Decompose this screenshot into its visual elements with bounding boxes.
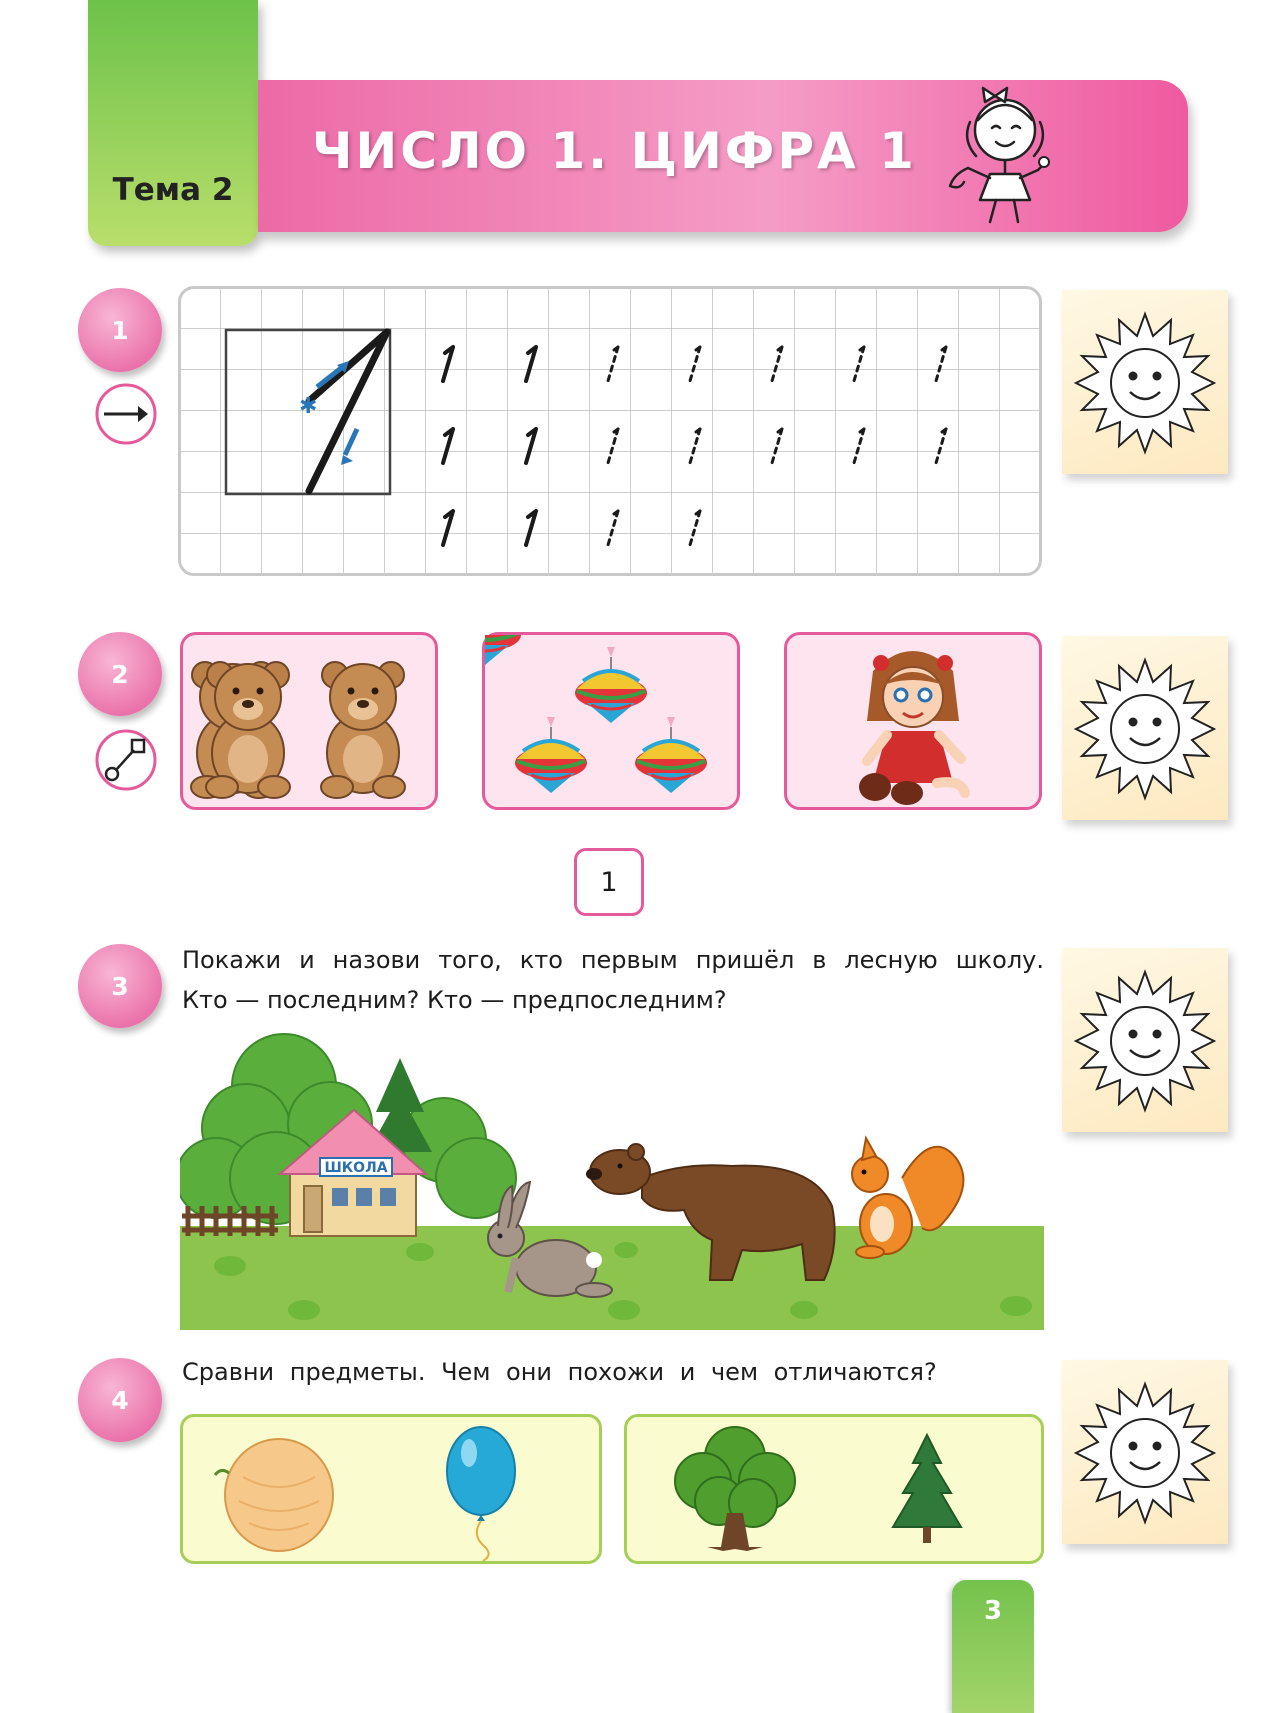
title-banner (258, 80, 1188, 232)
doll-illustration (787, 635, 1039, 807)
card-doll[interactable] (784, 632, 1042, 810)
card-spinning-tops[interactable] (482, 632, 740, 810)
task-number-2: 2 (78, 632, 162, 716)
teddy-bears-illustration (183, 635, 435, 807)
school-sign: ШКОЛА (324, 1160, 388, 1176)
spinning-tops-illustration (485, 635, 737, 807)
topic-tab (88, 0, 258, 246)
self-check-sun-3[interactable] (1062, 948, 1228, 1132)
task-number-1: 1 (78, 288, 162, 372)
svg-text:✱: ✱ (299, 394, 318, 419)
self-check-sun-2[interactable] (1062, 636, 1228, 820)
digit-practice-grid (181, 289, 1042, 576)
card-melon-balloon[interactable] (180, 1414, 602, 1564)
task-number-4: 4 (78, 1358, 162, 1442)
answer-box[interactable]: 1 (574, 848, 644, 916)
forest-school-illustration (180, 1028, 1044, 1330)
arrow-right-icon (94, 382, 158, 446)
card-trees[interactable] (624, 1414, 1044, 1564)
girl-illustration (940, 82, 1070, 232)
sun-smiley-icon (1070, 966, 1220, 1116)
page-number: 3 (952, 1580, 1034, 1713)
sun-smiley-icon (1070, 1378, 1220, 1528)
task-number-3: 3 (78, 944, 162, 1028)
topic-label: Тема 2 (112, 172, 234, 208)
forest-school-scene (180, 1028, 1044, 1330)
connect-line-icon (94, 728, 158, 792)
page-title: ЧИСЛО 1. ЦИФРА 1 (312, 122, 917, 180)
trees-illustration (627, 1417, 1041, 1561)
melon-balloon-illustration (183, 1417, 599, 1561)
sun-smiley-icon (1070, 308, 1220, 458)
card-teddy-bears[interactable] (180, 632, 438, 810)
self-check-sun-1[interactable] (1062, 290, 1228, 474)
task-4-text: Сравни предметы. Чем они похожи и чем отличаются? (182, 1358, 937, 1386)
self-check-sun-4[interactable] (1062, 1360, 1228, 1544)
task-3-line-1: Покажи и назови того, кто первым пришёл в лесную школу. (182, 946, 1044, 974)
sun-smiley-icon (1070, 654, 1220, 804)
task-3-line-2: Кто — последним? Кто — предпоследним? (182, 986, 727, 1014)
writing-grid[interactable] (178, 286, 1042, 576)
task-3-text (182, 940, 1044, 1020)
